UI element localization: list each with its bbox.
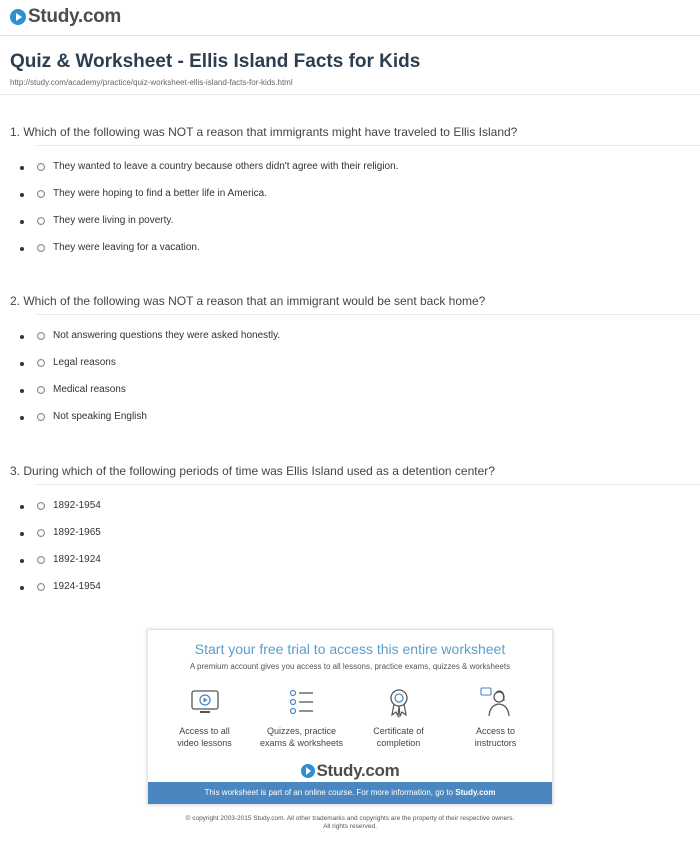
radio-button-icon[interactable] [37, 413, 45, 421]
promo-info-bar[interactable] [148, 782, 552, 804]
bullet-icon [20, 166, 24, 170]
answer-option[interactable] [10, 155, 690, 182]
answer-text: 1892-1954 [53, 500, 101, 511]
page-title: Quiz & Worksheet - Ellis Island Facts for Kids [10, 51, 421, 72]
answer-option[interactable] [10, 351, 690, 378]
logo-text: Study.com [28, 6, 122, 27]
answer-option[interactable] [10, 405, 690, 432]
answer-text: They wanted to leave a country because others didn't agree with their religion. [53, 161, 399, 172]
answer-list [10, 155, 690, 263]
answer-text: Not speaking English [53, 411, 147, 422]
answer-option[interactable] [10, 324, 690, 351]
bullet-icon [20, 505, 24, 509]
bullet-icon [20, 193, 24, 197]
feature-list [148, 685, 552, 749]
feature-quizzes [257, 685, 347, 749]
answer-option[interactable] [10, 575, 690, 602]
question-2 [10, 294, 690, 432]
radio-button-icon[interactable] [37, 502, 45, 510]
feature-label-line1: Quizzes, practice [266, 726, 337, 736]
promo-study-logo[interactable] [148, 761, 552, 781]
answer-text: They were leaving for a vacation. [53, 242, 200, 253]
question-divider [35, 484, 700, 485]
free-trial-promo[interactable] [147, 629, 553, 805]
certificate-icon [382, 685, 416, 719]
answer-text: 1892-1965 [53, 527, 101, 538]
answer-option[interactable] [10, 236, 690, 263]
radio-button-icon[interactable] [37, 359, 45, 367]
copyright-footer [0, 815, 700, 831]
answer-text: They were hoping to find a better life in America. [53, 188, 268, 199]
play-icon [301, 764, 315, 778]
radio-button-icon[interactable] [37, 556, 45, 564]
promo-subtitle: A premium account gives you access to all lessons, practice exams, quizzes & worksheets [189, 662, 511, 671]
feature-label-line1: Access to [475, 726, 515, 736]
answer-text: 1892-1924 [53, 554, 101, 565]
radio-button-icon[interactable] [37, 163, 45, 171]
answer-list [10, 494, 690, 602]
rights-line: All rights reserved. [323, 823, 377, 830]
question-divider [35, 145, 700, 146]
question-text: 2. Which of the following was NOT a reason that an immigrant would be sent back home? [10, 294, 486, 308]
radio-button-icon[interactable] [37, 332, 45, 340]
play-icon [10, 9, 26, 25]
bullet-icon [20, 247, 24, 251]
radio-button-icon[interactable] [37, 217, 45, 225]
bullet-icon [20, 362, 24, 366]
bullet-icon [20, 335, 24, 339]
feature-label-line2: video lessons [177, 738, 232, 748]
answer-list [10, 324, 690, 432]
radio-button-icon[interactable] [37, 244, 45, 252]
page-url: http://study.com/academy/practice/quiz-worksheet-ellis-island-facts-for-kids.html [10, 78, 293, 87]
promo-bar-link[interactable]: Study.com [455, 788, 496, 797]
answer-text: They were living in poverty. [53, 215, 174, 226]
promo-title[interactable]: Start your free trial to access this entire worksheet [194, 641, 506, 657]
bullet-icon [20, 416, 24, 420]
radio-button-icon[interactable] [37, 386, 45, 394]
bullet-icon [20, 586, 24, 590]
radio-button-icon[interactable] [37, 190, 45, 198]
bullet-icon [20, 389, 24, 393]
answer-option[interactable] [10, 548, 690, 575]
study-logo[interactable] [10, 6, 121, 28]
question-text: 3. During which of the following periods of time was Ellis Island used as a detention center? [10, 464, 495, 478]
feature-video-lessons [160, 685, 250, 749]
answer-option[interactable] [10, 209, 690, 236]
answer-option[interactable] [10, 521, 690, 548]
bullet-icon [20, 220, 24, 224]
bullet-icon [20, 532, 24, 536]
question-divider [35, 314, 700, 315]
answer-option[interactable] [10, 494, 690, 521]
instructor-icon [479, 685, 513, 719]
radio-button-icon[interactable] [37, 583, 45, 591]
answer-text: Legal reasons [53, 357, 116, 368]
answer-option[interactable] [10, 378, 690, 405]
video-lesson-icon [188, 685, 222, 719]
feature-label-line2: completion [376, 738, 421, 748]
question-text: 1. Which of the following was NOT a reason that immigrants might have traveled to Ellis Island? [10, 125, 518, 139]
promo-bar-text: This worksheet is part of an online course. For more information, go to [204, 788, 456, 797]
quiz-list-icon [285, 685, 319, 719]
question-1 [10, 125, 690, 263]
answer-text: Medical reasons [53, 384, 126, 395]
feature-label-line1: Access to all [179, 726, 230, 736]
radio-button-icon[interactable] [37, 529, 45, 537]
answer-text: Not answering questions they were asked honestly. [53, 330, 281, 341]
logo-text: Study.com [316, 761, 400, 780]
feature-label-line2: exams & worksheets [259, 738, 344, 748]
url-divider [0, 94, 700, 95]
question-3 [10, 464, 690, 602]
feature-label-line1: Certificate of [373, 726, 424, 736]
answer-text: 1924-1954 [53, 581, 101, 592]
feature-label-line2: instructors [474, 738, 517, 748]
answer-option[interactable] [10, 182, 690, 209]
bullet-icon [20, 559, 24, 563]
feature-instructors [451, 685, 541, 749]
copyright-line: © copyright 2003-2015 Study.com. All other trademarks and copyrights are the property of their respective owners. [185, 815, 515, 822]
feature-certificate [354, 685, 444, 749]
header-divider [0, 35, 700, 36]
